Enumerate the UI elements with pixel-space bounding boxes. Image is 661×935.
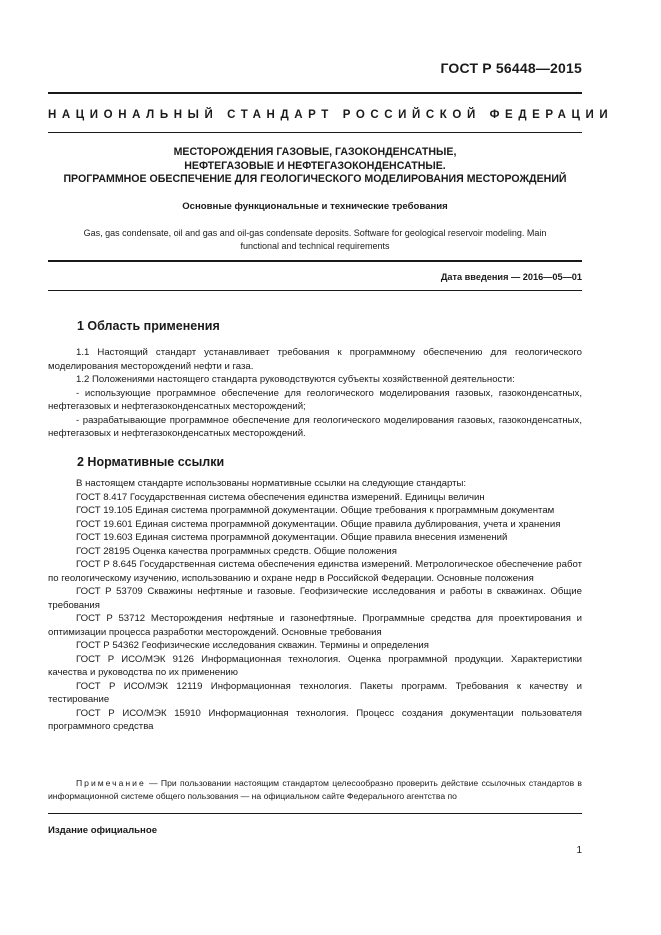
title-line-3: ПРОГРАММНОЕ ОБЕСПЕЧЕНИЕ ДЛЯ ГЕОЛОГИЧЕСКОГО МОДЕЛИРОВАНИЯ МЕСТОРОЖДЕНИЙ (63, 173, 567, 185)
page-number: 1 (576, 845, 582, 856)
top-rule (48, 92, 582, 94)
title-line-1: МЕСТОРОЖДЕНИЯ ГАЗОВЫЕ, ГАЗОКОНДЕНСАТНЫЕ, (173, 146, 457, 158)
national-standard-heading: НАЦИОНАЛЬНЫЙ СТАНДАРТ РОССИЙСКОЙ ФЕДЕРАЦИИ (48, 109, 614, 121)
section-1-body (48, 346, 582, 441)
title-line-2: НЕФТЕГАЗОВЫЕ И НЕФТЕГАЗОКОНДЕНСАТНЫЕ. (184, 159, 446, 172)
paragraph: 1.2 Положениями настоящего стандарта руководствуются субъекты хозяйственной деятельности: (76, 374, 515, 385)
paragraph: 1.1 Настоящий стандарт устанавливает требования к программному обеспечению для геологического моделирования месторождений нефти и газа. (48, 347, 582, 372)
reference-item: ГОСТ 19.603 Единая система программной документации. Общие правила внесения изменений (76, 532, 508, 543)
reference-item: ГОСТ 19.601 Единая система программной документации. Общие правила дублирования, учета и хранения (76, 518, 561, 530)
document-number: ГОСТ Р 56448—2015 (440, 60, 582, 76)
paragraph: В настоящем стандарте использованы нормативные ссылки на следующие стандарты: (76, 478, 467, 489)
reference-item: ГОСТ 8.417 Государственная система обеспечения единства измерений. Единицы величин (76, 491, 485, 503)
document-title (48, 146, 582, 187)
paragraph: - использующие программное обеспечение для геологического моделирования газовых, газоконденсатных, нефтегазовых и нефтегазоконденсатных месторождений; (48, 387, 582, 412)
document-subtitle: Основные функциональные и технические требования (182, 201, 448, 212)
note-paragraph (48, 777, 582, 802)
footer-rule (48, 813, 582, 814)
reference-item: ГОСТ 19.105 Единая система программной документации. Общие требования к программным документам (76, 505, 555, 516)
note (48, 777, 582, 802)
note-label: Примечание (76, 778, 146, 788)
section-2-heading: 2 Нормативные ссылки (77, 455, 225, 469)
title-rule-bottom (48, 260, 582, 262)
reference-item: ГОСТ Р ИСО/МЭК 12119 Информационная технология. Пакеты программ. Требования к качеству и тестирование (48, 680, 582, 705)
note-text: — При пользовании настоящим стандартом целесообразно проверить действие ссылочных стандартов в информационной системе общего пользования — на официальном сайте Федерального агентства по (48, 778, 582, 801)
english-title-line-1: Gas, gas condensate, oil and gas and oil-gas condensate deposits. Software for geological reservoir modeling. Main (83, 228, 547, 238)
english-title (48, 227, 582, 253)
reference-item: ГОСТ Р 53712 Месторождения нефтяные и газонефтяные. Программные средства для проектирования и оптимизации процесса разработки месторождений. Основные требования (48, 613, 582, 638)
reference-item: ГОСТ Р 53709 Скважины нефтяные и газовые. Геофизические исследования и работы в скважинах. Общие требования (48, 586, 582, 611)
date-rule (48, 290, 582, 291)
reference-item: ГОСТ Р ИСО/МЭК 15910 Информационная технология. Процесс создания документации пользователя программного средства (48, 707, 582, 732)
reference-item: ГОСТ Р 54362 Геофизические исследования скважин. Термины и определения (76, 640, 429, 651)
section-2-body (48, 477, 582, 734)
reference-item: ГОСТ 28195 Оценка качества программных средств. Общие положения (76, 545, 397, 557)
title-rule-top (48, 132, 582, 133)
english-title-line-2: functional and technical requirements (240, 241, 390, 251)
introduction-date: Дата введения — 2016—05—01 (440, 272, 582, 282)
paragraph: - разрабатывающие программное обеспечение для геологического моделирования газовых, газоконденсатных, нефтегазовых и нефтегазоконденсатных месторождений. (48, 414, 582, 439)
section-1-heading: 1 Область применения (77, 319, 220, 333)
official-edition-label: Издание официальное (48, 825, 158, 836)
reference-item: ГОСТ Р 8.645 Государственная система обеспечения единства измерений. Метрологическое обеспечение работ по геологическому изучению, использованию и охране недр в Российской Федерации. Основные положения (48, 559, 582, 584)
reference-item: ГОСТ Р ИСО/МЭК 9126 Информационная технология. Оценка программной продукции. Характеристики качества и руководства по их применению (48, 653, 582, 678)
